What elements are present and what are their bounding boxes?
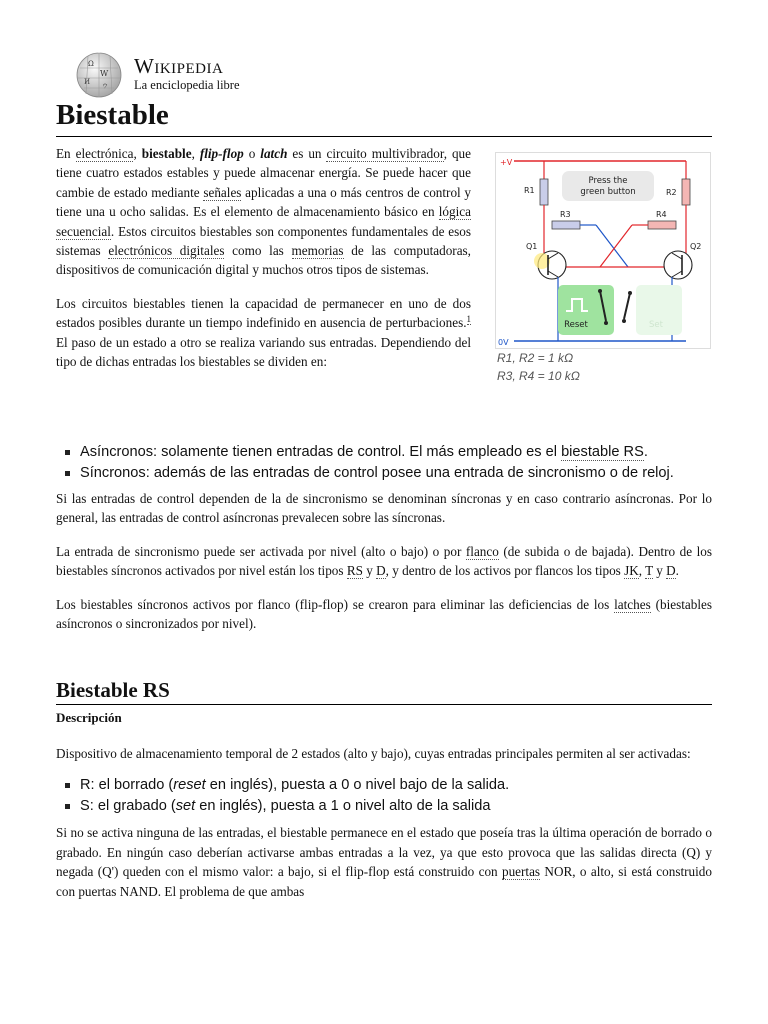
press-line-1: Press the	[588, 176, 628, 186]
link-logica-secuencial[interactable]: lógica secuencial	[56, 204, 471, 239]
list-item: R: el borrado (reset en inglés), puesta a 0 o nivel bajo de la salida.	[80, 775, 712, 796]
vplus-label: +V	[500, 158, 513, 167]
list-item: Síncronos: además de las entradas de control posee una entrada de sincronismo o de reloj.	[80, 463, 712, 484]
list-item: Asíncronos: solamente tienen entradas de control. El más empleado es el biestable RS.	[80, 442, 712, 463]
page-title: Biestable	[56, 96, 712, 137]
link-electronica[interactable]: electrónica	[75, 146, 134, 161]
link-electronicos-digitales[interactable]: electrónicos digitales	[108, 243, 225, 259]
rs-inputs-list	[56, 775, 712, 817]
intro-section	[56, 144, 471, 371]
q1-label: Q1	[526, 242, 538, 251]
paragraph-4: La entrada de sincronismo puede ser activada por nivel (alto o bajo) o por flanco (de subida o de bajada). Dentro de los biestables síncronos activados por nivel están los tipos RS y D, y dentro de los activos por flancos los tipos JK, T y D.	[56, 543, 712, 579]
wikipedia-globe-logo[interactable]	[72, 50, 128, 100]
svg-text:W: W	[100, 69, 109, 78]
term-latch: latch	[260, 146, 288, 161]
caption-line-2: R3, R4 = 10 kΩ	[497, 369, 580, 383]
resistor-r1	[540, 179, 548, 205]
link-latches[interactable]: latches	[614, 596, 651, 612]
r3-label: R3	[560, 210, 571, 219]
svg-text:И: И	[84, 78, 91, 86]
link-flanco[interactable]: flanco	[465, 543, 499, 559]
term-flip-flop: flip-flop	[199, 146, 244, 161]
paragraph-6: Dispositivo de almacenamiento temporal de 2 estados (alto y bajo), cuyas entradas principales permiten al ser activadas:	[56, 746, 691, 761]
figure-caption	[497, 349, 580, 385]
transistor-q2	[664, 251, 692, 279]
paragraph-5: Los biestables síncronos activos por flanco (flip-flop) se crearon para eliminar las deficiencias de los latches (biestables asíncronos o sincronizados por nivel).	[56, 596, 712, 632]
paragraph-3: Si las entradas de control dependen de la de sincronismo se denominan síncronas y en caso contrario asíncronas. Por lo general, las entradas de control asíncronas prevalecen sobre las síncronas.	[56, 491, 712, 526]
list-item: S: el grabado (set en inglés), puesta a 1 o nivel alto de la salida	[80, 796, 712, 817]
press-line-2: green button	[580, 187, 636, 197]
link-memorias[interactable]: memorias	[291, 243, 344, 259]
link-d[interactable]: D	[376, 563, 386, 579]
types-list	[56, 442, 712, 484]
paragraph-7: Si no se activa ninguna de las entradas, el biestable permanece en el estado que poseía tras la última operación de borrado o grabado. En ningún caso deberían activarse ambas entradas a la vez, ya que esto provoca que las salidas directa (Q) y negada (Q') queden con el mismo valor: a bajo, si el flip-flop está construido con puertas NOR, o alto, si está construido con puertas NAND. El problema de que ambas	[56, 825, 712, 899]
body-section	[56, 442, 712, 633]
resistor-r2	[682, 179, 690, 205]
subsection-heading-descripcion: Descripción	[56, 710, 122, 725]
link-puertas[interactable]: puertas	[501, 864, 541, 880]
section-heading-biestable-rs: Biestable RS	[56, 676, 712, 705]
bistable-circuit-diagram	[496, 153, 710, 348]
wikipedia-wordmark[interactable]: Wikipedia	[134, 54, 224, 78]
intro-paragraph-1: En electrónica, biestable, flip-flop o latch es un circuito multivibrador, que tiene cuatro estados estables y puede almacenar energía. Se puede hacer que cambie de estado mediante señales aplicadas a una o más centros de control y tiene una u ocho salidas. Es el elemento de almacenamiento básico en lógica secuencial. Estos circuitos biestables son componentes fundamentales de esos sistemas electrónicos digitales como las memorias de las computadoras, dispositivos de comunicación digital y muchos otros tipos de sistemas.	[56, 146, 472, 278]
circuit-figure[interactable]	[495, 152, 711, 349]
link-jk[interactable]: JK	[624, 563, 639, 579]
svg-text:ウ: ウ	[102, 83, 109, 90]
term-biestable: biestable	[141, 146, 192, 161]
resistor-r3	[552, 221, 580, 229]
wikipedia-tagline: La enciclopedia libre	[134, 78, 240, 92]
link-t[interactable]: T	[645, 563, 653, 579]
link-d-2[interactable]: D	[666, 563, 676, 579]
reference-1[interactable]: 1	[466, 313, 471, 324]
reset-label: Reset	[564, 320, 588, 330]
svg-text:Ω: Ω	[88, 60, 94, 68]
resistor-r4	[648, 221, 676, 229]
link-rs[interactable]: RS	[346, 563, 363, 579]
q2-label: Q2	[690, 242, 702, 251]
set-label: Set	[649, 320, 663, 330]
r4-label: R4	[656, 210, 667, 219]
caption-line-1: R1, R2 = 1 kΩ	[497, 351, 574, 365]
vzero-label: 0V	[498, 338, 509, 347]
link-senales[interactable]: señales	[203, 184, 242, 200]
link-circuito-multivibrador[interactable]: circuito multivibrador	[326, 146, 444, 161]
link-biestable-rs[interactable]: biestable RS	[561, 444, 644, 460]
r1-label: R1	[524, 186, 535, 195]
intro-paragraph-2: Los circuitos biestables tienen la capacidad de permanecer en uno de dos estados posibles durante un tiempo indefinido en ausencia de perturbaciones.$^1$ El paso de un estado a otro se realiza variando sus entradas. Dependiendo del tipo de dichas entradas los biestables se dividen en:	[56, 295, 471, 370]
rs-section	[56, 744, 712, 901]
r2-label: R2	[666, 188, 677, 197]
